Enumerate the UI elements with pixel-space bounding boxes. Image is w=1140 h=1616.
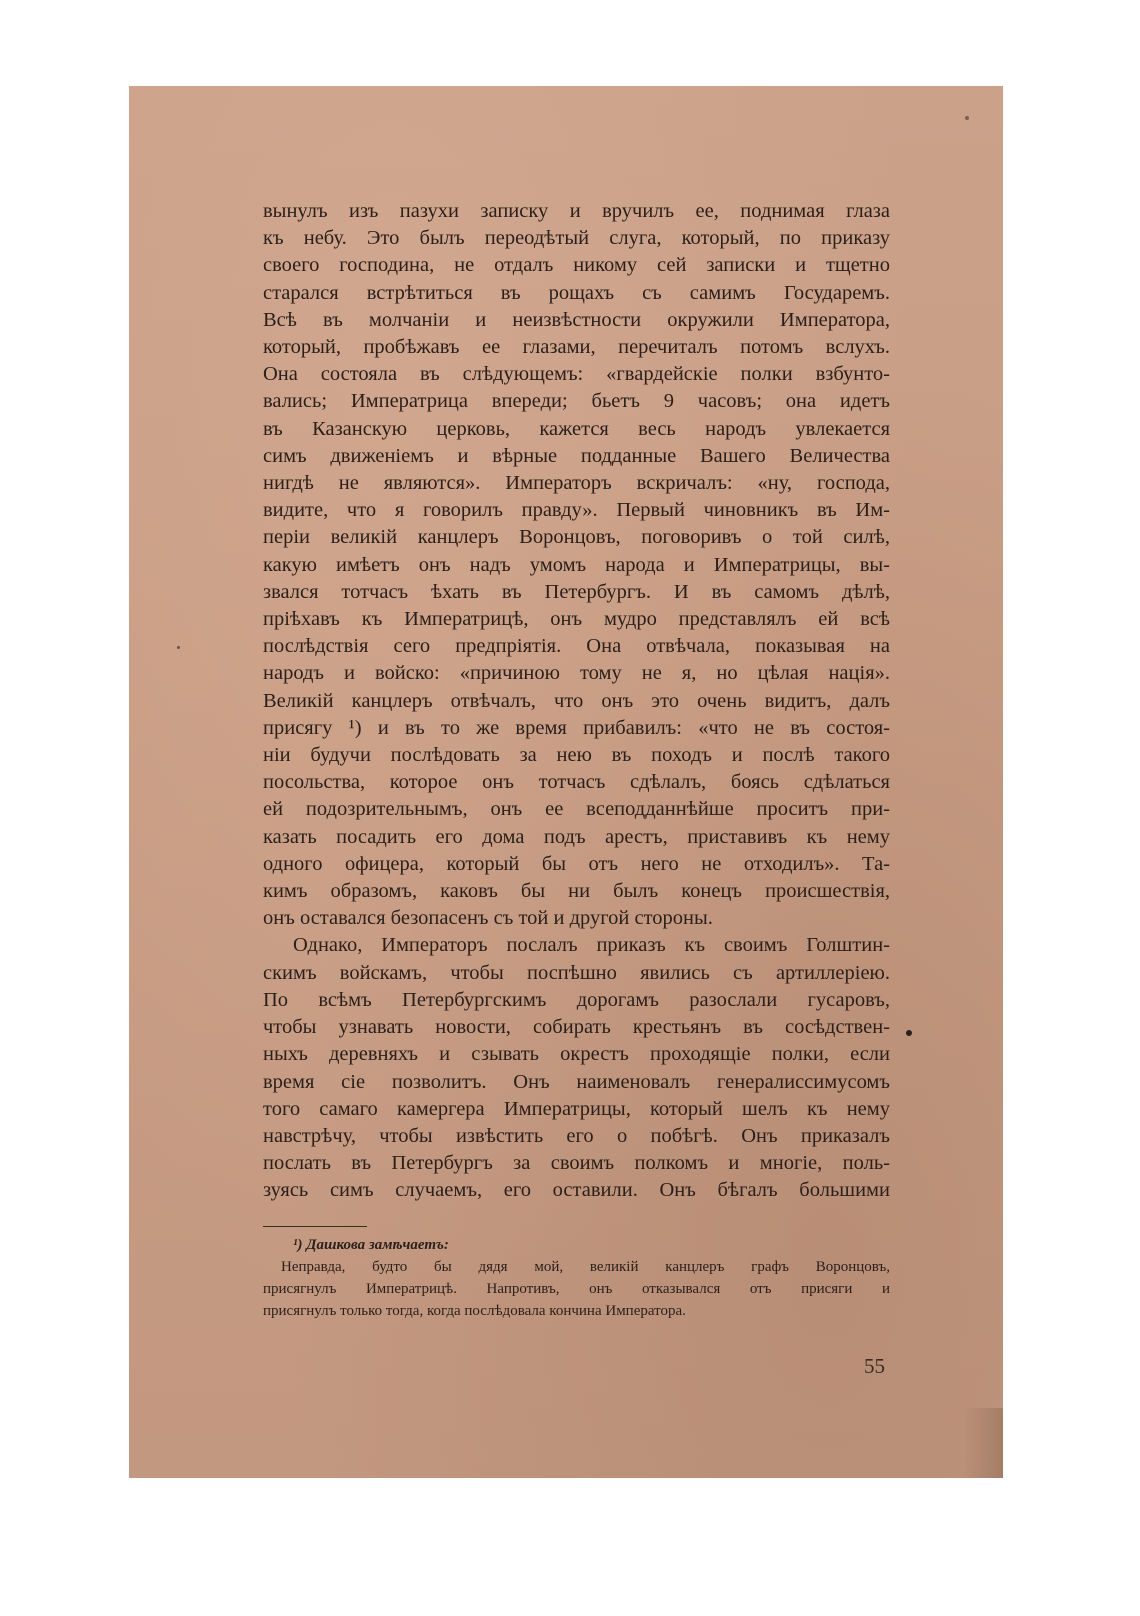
text-line: казать посадить его дома подъ арестъ, приставивъ къ нему: [263, 825, 890, 848]
text-line: послѣдствія сего предпріятія. Она отвѣчала, показывая на: [263, 635, 890, 658]
text-line: навстрѣчу, чтобы извѣстить его о побѣгѣ. Онъ приказалъ: [263, 1124, 890, 1147]
text-line: вынулъ изъ пазухи записку и вручилъ ее, поднимая глаза: [263, 200, 890, 222]
text-line: ей подозрительнымъ, онъ ее всеподданнѣйше проситъ при-: [263, 798, 890, 821]
ink-speck: [906, 1030, 912, 1036]
footnote-line: присягнулъ Императрицѣ. Напротивъ, онъ отказывался отъ присяги и: [263, 1281, 890, 1297]
footnote-rule: [263, 1226, 367, 1227]
text-line: скимъ войскамъ, чтобы поспѣшно явились съ артиллеріею.: [263, 961, 890, 984]
text-line: своего господина, не отдалъ никому сей записки и тщетно: [263, 254, 890, 277]
text-line: зуясь симъ случаемъ, его оставили. Онъ бѣгалъ большими: [263, 1179, 890, 1202]
paragraph-2: [263, 932, 890, 1204]
paragraph-1: [263, 198, 890, 932]
text-line: нигдѣ не являются». Императоръ вскричалъ: «ну, господа,: [263, 472, 890, 495]
text-line: который, пробѣжавъ ее глазами, перечиталъ потомъ вслухъ.: [263, 336, 890, 359]
text-line: періи великій канцлеръ Воронцовъ, поговоривъ о той силѣ,: [263, 526, 890, 549]
text-line: Всѣ въ молчаніи и неизвѣстности окружили Императора,: [263, 308, 890, 331]
text-line: симъ движеніемъ и вѣрные подданные Вашего Величества: [263, 444, 890, 467]
ink-speck: [965, 116, 969, 120]
text-line: къ небу. Это былъ переодѣтый слуга, который, по приказу: [263, 227, 890, 250]
text-line: послать въ Петербургъ за своимъ полкомъ и многіе, поль-: [263, 1152, 890, 1175]
ink-speck: [177, 646, 180, 649]
text-line: какую имѣетъ онъ надъ умомъ народа и Императрицы, вы-: [263, 553, 890, 576]
main-text: [263, 198, 890, 1205]
text-line: ніи будучи послѣдовать за нею въ походъ и послѣ такого: [263, 744, 890, 767]
text-line: Она состояла въ слѣдующемъ: «гвардейскіе полки взбунто-: [263, 363, 890, 386]
text-line: Однако, Императоръ послалъ приказъ къ своимъ Голштин-: [293, 934, 890, 957]
text-line: въ Казанскую церковь, кажется весь народъ увлекается: [263, 417, 890, 440]
text-line: Великій канцлеръ отвѣчалъ, что онъ это очень видитъ, далъ: [263, 689, 890, 712]
text-line: посольства, которое онъ тотчасъ сдѣлалъ, боясь сдѣлаться: [263, 771, 890, 794]
footnote-line: присягнулъ только тогда, когда послѣдовала кончина Императора.: [263, 1303, 686, 1319]
text-line: старался встрѣтиться въ рощахъ съ самимъ Государемъ.: [263, 281, 890, 304]
text-line: звался тотчасъ ѣхать въ Петербургъ. И въ самомъ дѣлѣ,: [263, 580, 890, 603]
footnote-marker: ¹): [293, 1237, 303, 1253]
text-line: видите, что я говорилъ правду». Первый чиновникъ въ Им-: [263, 499, 890, 522]
footnote-line: Неправда, будто бы дядя мой, великій канцлеръ графъ Воронцовъ,: [281, 1259, 890, 1275]
text-line: того самаго камергера Императрицы, который шелъ къ нему: [263, 1097, 890, 1120]
footnote-heading-text: Дашкова замѣчаетъ:: [306, 1237, 449, 1253]
footnote-heading: [263, 1234, 890, 1256]
text-line: ныхъ деревняхъ и сзывать окрестъ проходящіе полки, если: [263, 1043, 890, 1066]
text-line: По всѣмъ Петербургскимъ дорогамъ разослали гусаровъ,: [263, 988, 890, 1011]
text-line: онъ оставался безопасенъ съ той и другой стороны.: [263, 907, 713, 930]
text-line: время сіе позволитъ. Онъ наименовалъ генералиссимусомъ: [263, 1070, 890, 1093]
text-line: чтобы узнавать новости, собирать крестьянъ въ сосѣдствен-: [263, 1016, 890, 1039]
text-line: вались; Императрица впереди; бьетъ 9 часовъ; она идетъ: [263, 390, 890, 413]
text-line: кимъ образомъ, каковъ бы ни былъ конецъ происшествія,: [263, 880, 890, 903]
text-line: народъ и войско: «причиною тому не я, но цѣлая нація».: [263, 662, 890, 685]
page-number: 55: [864, 1354, 885, 1378]
page-edge-shadow: [963, 1408, 1003, 1478]
text-line: пріѣхавъ къ Императрицѣ, онъ мудро представлялъ ей всѣ: [263, 608, 890, 631]
text-line: одного офицера, который бы отъ него не отходилъ». Та-: [263, 852, 890, 875]
scanned-page: [129, 86, 1003, 1478]
footnote: [263, 1234, 890, 1322]
text-line: присягу ¹) и въ то же время прибавилъ: «что не въ состоя-: [263, 716, 890, 739]
